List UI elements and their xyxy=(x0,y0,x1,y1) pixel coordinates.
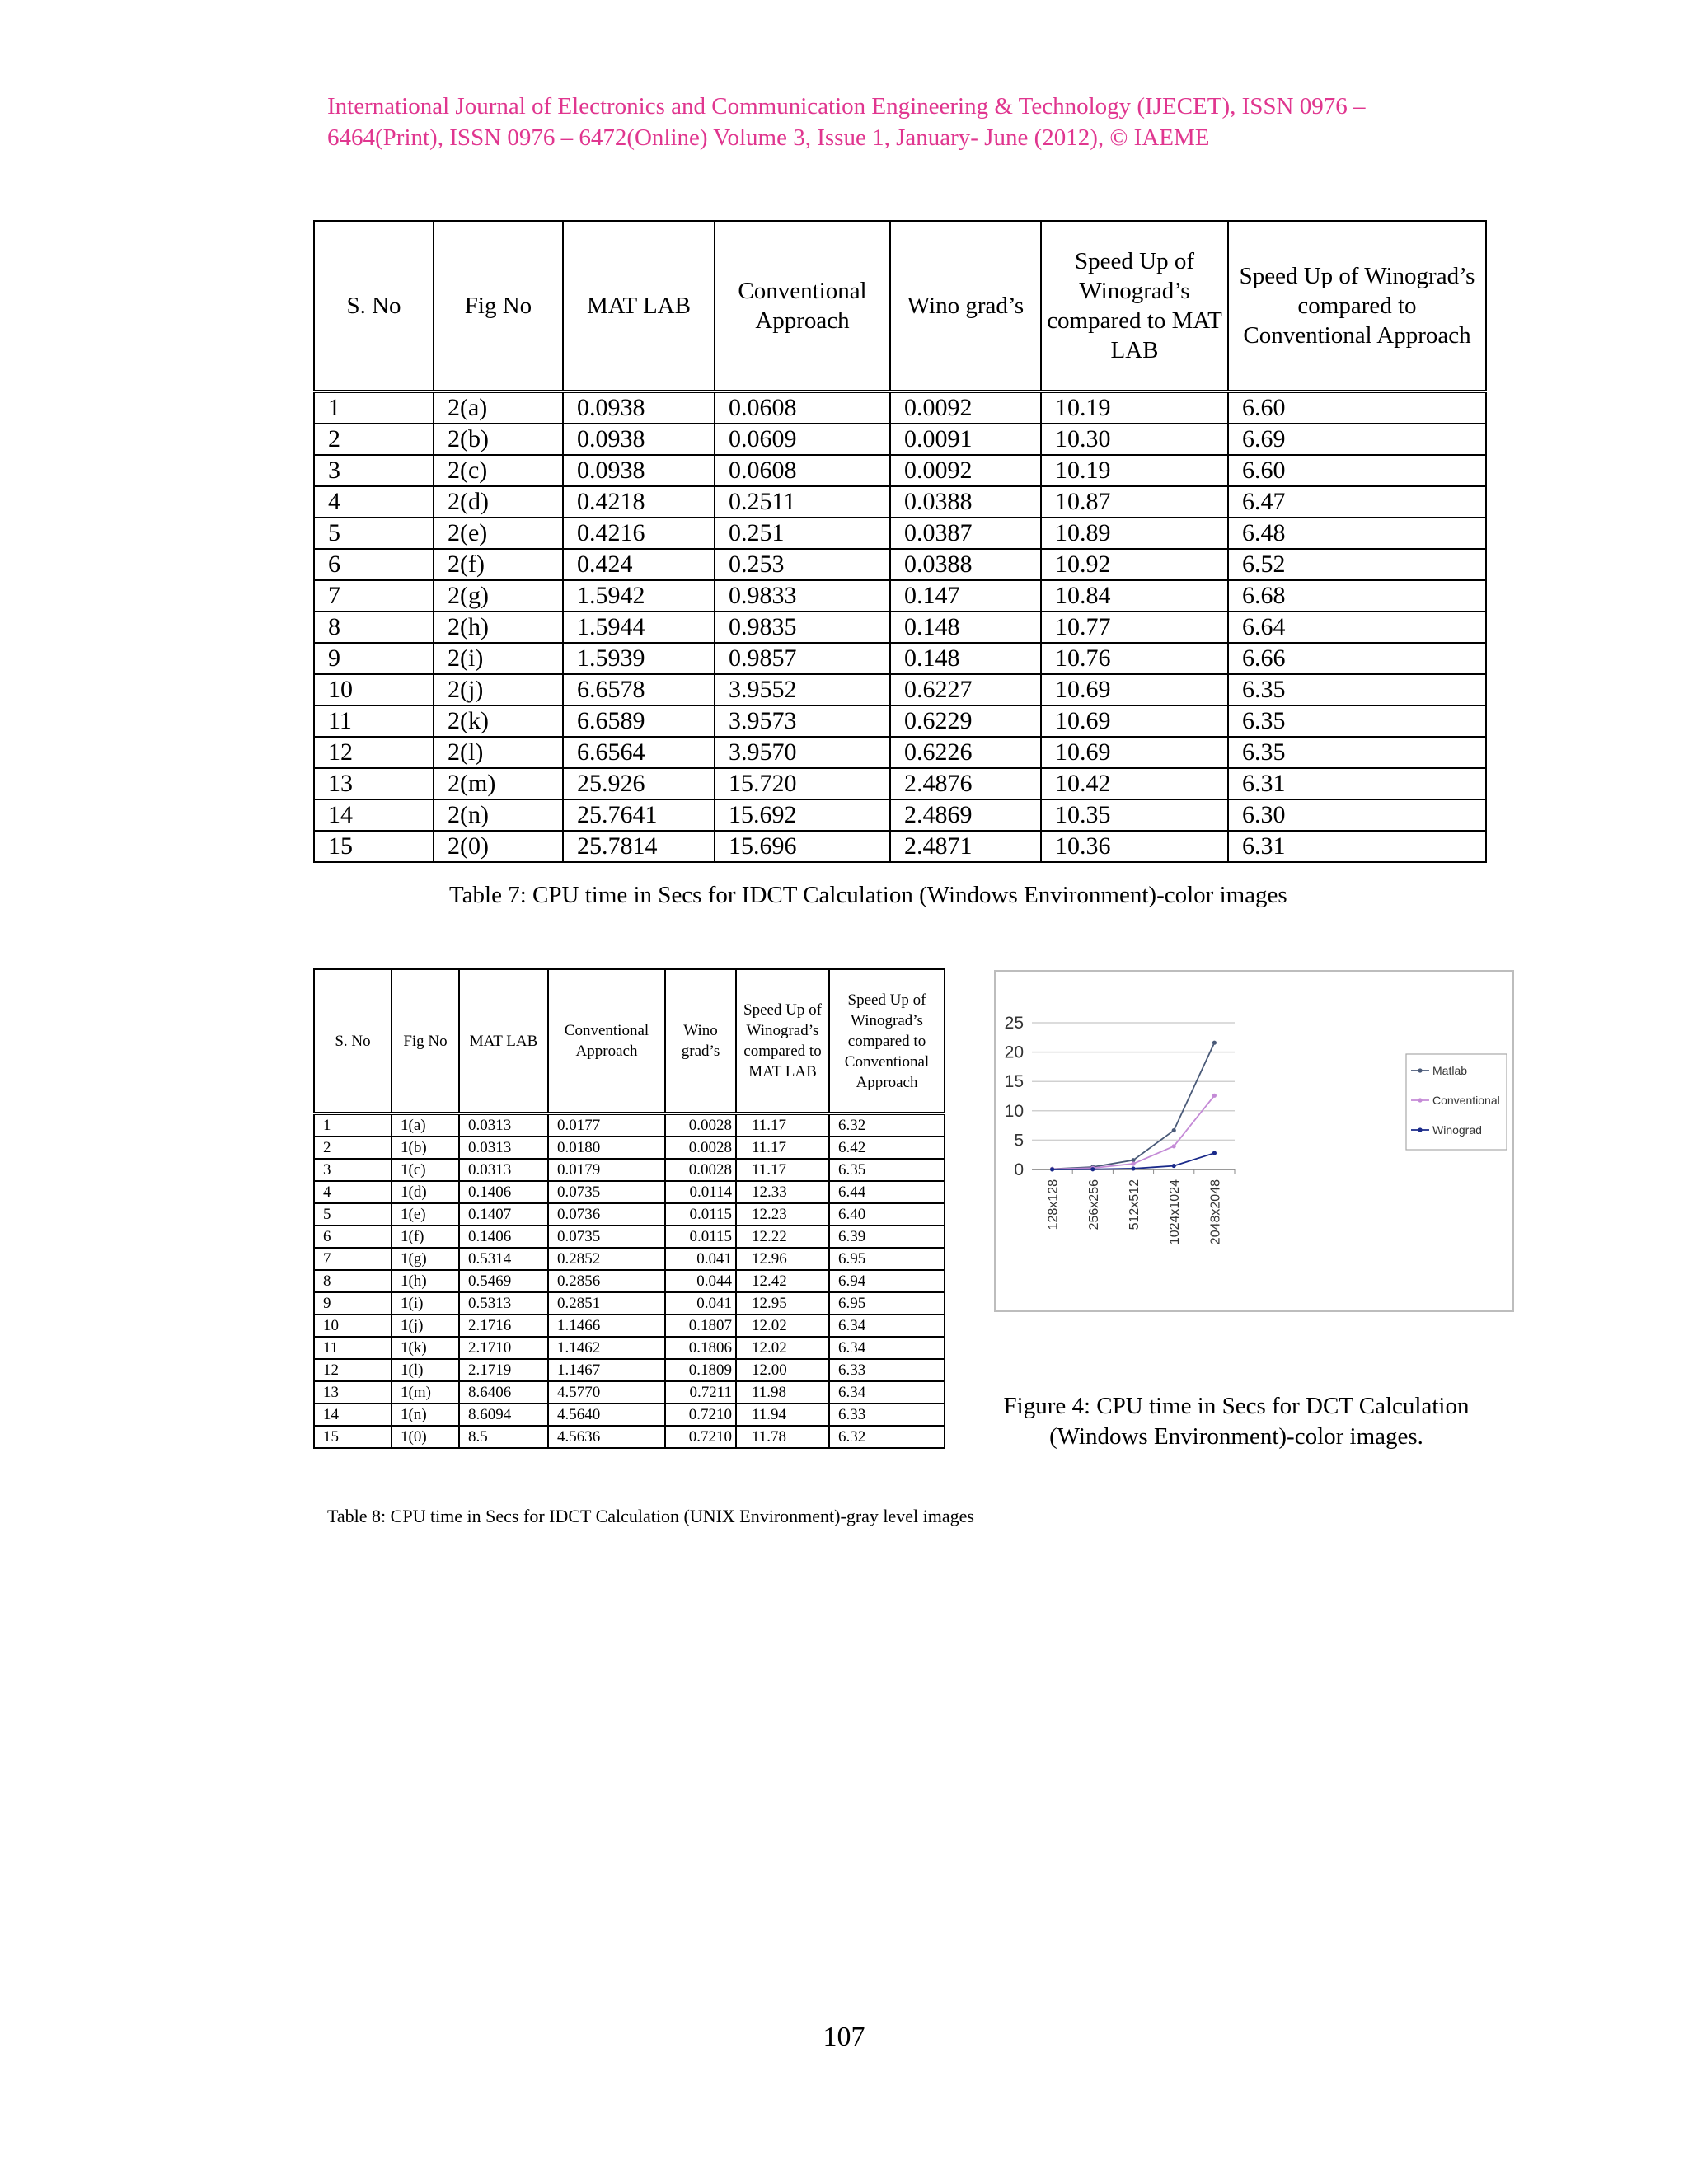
table-7-header-0: S. No xyxy=(314,221,434,391)
table-row xyxy=(314,1381,945,1404)
table-cell: 1(l) xyxy=(392,1359,459,1381)
table-cell: 8.5 xyxy=(459,1426,548,1448)
table-cell: 2 xyxy=(314,424,434,455)
table-8-header-6: Speed Up of Winograd’s compared to Conventional Approach xyxy=(829,969,945,1113)
table-cell: 0.0387 xyxy=(890,518,1041,549)
table-cell: 2(j) xyxy=(434,674,563,705)
series-line-matlab xyxy=(1053,1043,1215,1169)
table-row xyxy=(314,486,1486,518)
table-cell: 6.6564 xyxy=(563,737,715,768)
table-cell: 10 xyxy=(314,674,434,705)
legend-swatch-marker xyxy=(1418,1068,1422,1072)
table-cell: 2(l) xyxy=(434,737,563,768)
table-cell: 9 xyxy=(314,643,434,674)
table-cell: 10.84 xyxy=(1041,580,1228,612)
figure-caption-line2: (Windows Environment)-color images. xyxy=(1049,1423,1423,1450)
table-cell: 2(h) xyxy=(434,612,563,643)
table-cell: 6.31 xyxy=(1228,768,1486,799)
table-cell: 12.42 xyxy=(736,1270,829,1292)
figure-4-chart xyxy=(994,970,1514,1312)
data-point xyxy=(1212,1094,1217,1098)
table-cell: 12.33 xyxy=(736,1181,829,1203)
table-row xyxy=(314,1181,945,1203)
table-7-header-1: Fig No xyxy=(434,221,563,391)
table-cell: 25.7814 xyxy=(563,831,715,862)
table-cell: 0.0938 xyxy=(563,391,715,424)
table-cell: 13 xyxy=(314,1381,392,1404)
table-cell: 0.5314 xyxy=(459,1248,548,1270)
table-cell: 6.32 xyxy=(829,1426,945,1448)
data-point xyxy=(1131,1161,1135,1165)
table-cell: 11.17 xyxy=(736,1113,829,1137)
table-row xyxy=(314,424,1486,455)
table-cell: 0.6229 xyxy=(890,705,1041,737)
table-cell: 6.95 xyxy=(829,1292,945,1315)
table-cell: 8.6406 xyxy=(459,1381,548,1404)
y-tick-label: 25 xyxy=(1004,1014,1024,1033)
table-cell: 15 xyxy=(314,831,434,862)
table-cell: 2(i) xyxy=(434,643,563,674)
table-cell: 10.35 xyxy=(1041,799,1228,831)
table-cell: 2.4869 xyxy=(890,799,1041,831)
table-cell: 5 xyxy=(314,1203,392,1226)
table-cell: 12.02 xyxy=(736,1315,829,1337)
table-cell: 0.041 xyxy=(665,1248,736,1270)
table-cell: 6.64 xyxy=(1228,612,1486,643)
table-row xyxy=(314,1159,945,1181)
table-cell: 0.0938 xyxy=(563,455,715,486)
table-cell: 1(k) xyxy=(392,1337,459,1359)
table-8-caption: Table 8: CPU time in Secs for IDCT Calculation (UNIX Environment)-gray level images xyxy=(327,1506,974,1526)
table-cell: 0.1807 xyxy=(665,1315,736,1337)
table-row xyxy=(314,580,1486,612)
table-cell: 1(a) xyxy=(392,1113,459,1137)
table-cell: 10.92 xyxy=(1041,549,1228,580)
table-cell: 6 xyxy=(314,549,434,580)
table-7-header-4: Wino grad’s xyxy=(890,221,1041,391)
table-cell: 0.2856 xyxy=(548,1270,665,1292)
table-8-header-5: Speed Up of Winograd’s compared to MAT LAB xyxy=(736,969,829,1113)
table-cell: 1 xyxy=(314,1113,392,1137)
table-cell: 11.17 xyxy=(736,1137,829,1159)
table-cell: 12.02 xyxy=(736,1337,829,1359)
data-point xyxy=(1131,1166,1135,1170)
y-tick-label: 20 xyxy=(1004,1043,1024,1062)
data-point xyxy=(1090,1167,1095,1171)
table-cell: 2(b) xyxy=(434,424,563,455)
table-cell: 2 xyxy=(314,1137,392,1159)
table-cell: 2(a) xyxy=(434,391,563,424)
table-cell: 3.9573 xyxy=(715,705,890,737)
table-cell: 0.0180 xyxy=(548,1137,665,1159)
table-cell: 10.19 xyxy=(1041,455,1228,486)
table-row xyxy=(314,1315,945,1337)
table-cell: 10.69 xyxy=(1041,737,1228,768)
journal-header-line1: International Journal of Electronics and Communication Engineering & Technology (IJECET), ISSN 0976 – xyxy=(327,93,1366,120)
legend-label: Winograd xyxy=(1432,1123,1482,1137)
table-cell: 10.69 xyxy=(1041,674,1228,705)
table-cell: 0.0115 xyxy=(665,1203,736,1226)
table-cell: 0.4216 xyxy=(563,518,715,549)
table-cell: 10.36 xyxy=(1041,831,1228,862)
table-cell: 0.0028 xyxy=(665,1137,736,1159)
table-cell: 4 xyxy=(314,1181,392,1203)
table-cell: 4.5636 xyxy=(548,1426,665,1448)
table-cell: 6.52 xyxy=(1228,549,1486,580)
table-7-header-6: Speed Up of Winograd’s compared to Conventional Approach xyxy=(1228,221,1486,391)
table-cell: 25.926 xyxy=(563,768,715,799)
table-cell: 0.2851 xyxy=(548,1292,665,1315)
figure-caption-line1: Figure 4: CPU time in Secs for DCT Calculation xyxy=(1003,1393,1470,1419)
table-cell: 0.0091 xyxy=(890,424,1041,455)
table-row xyxy=(314,1203,945,1226)
table-cell: 0.0609 xyxy=(715,424,890,455)
table-row xyxy=(314,799,1486,831)
table-cell: 12.23 xyxy=(736,1203,829,1226)
legend-label: Matlab xyxy=(1432,1064,1468,1077)
table-cell: 9 xyxy=(314,1292,392,1315)
table-cell: 10.30 xyxy=(1041,424,1228,455)
table-cell: 8 xyxy=(314,1270,392,1292)
table-cell: 0.0177 xyxy=(548,1113,665,1137)
table-cell: 11 xyxy=(314,705,434,737)
table-cell: 10 xyxy=(314,1315,392,1337)
table-cell: 0.5313 xyxy=(459,1292,548,1315)
table-cell: 1.5942 xyxy=(563,580,715,612)
table-cell: 11 xyxy=(314,1337,392,1359)
table-cell: 1(f) xyxy=(392,1226,459,1248)
table-row xyxy=(314,1270,945,1292)
table-cell: 0.6226 xyxy=(890,737,1041,768)
table-8-header-3: Conventional Approach xyxy=(548,969,665,1113)
legend-label: Conventional xyxy=(1432,1094,1500,1107)
table-7 xyxy=(313,220,1487,863)
data-point xyxy=(1172,1144,1176,1148)
table-cell: 6.48 xyxy=(1228,518,1486,549)
table-cell: 6.69 xyxy=(1228,424,1486,455)
table-cell: 0.0114 xyxy=(665,1181,736,1203)
table-cell: 2.4876 xyxy=(890,768,1041,799)
table-cell: 1(e) xyxy=(392,1203,459,1226)
table-cell: 15.692 xyxy=(715,799,890,831)
table-cell: 1.1466 xyxy=(548,1315,665,1337)
table-cell: 2.1716 xyxy=(459,1315,548,1337)
table-cell: 10.77 xyxy=(1041,612,1228,643)
table-cell: 6.66 xyxy=(1228,643,1486,674)
table-cell: 15.696 xyxy=(715,831,890,862)
table-cell: 4.5640 xyxy=(548,1404,665,1426)
table-cell: 0.2511 xyxy=(715,486,890,518)
table-cell: 0.0313 xyxy=(459,1113,548,1137)
table-cell: 25.7641 xyxy=(563,799,715,831)
table-cell: 0.6227 xyxy=(890,674,1041,705)
table-cell: 6.60 xyxy=(1228,391,1486,424)
table-7-header-2: MAT LAB xyxy=(563,221,715,391)
table-cell: 6.95 xyxy=(829,1248,945,1270)
table-cell: 2.1710 xyxy=(459,1337,548,1359)
figure-4-caption xyxy=(956,1391,1517,1452)
table-cell: 11.78 xyxy=(736,1426,829,1448)
table-cell: 6.94 xyxy=(829,1270,945,1292)
table-cell: 2(f) xyxy=(434,549,563,580)
table-cell: 6.6589 xyxy=(563,705,715,737)
table-row xyxy=(314,549,1486,580)
table-cell: 6.30 xyxy=(1228,799,1486,831)
table-cell: 6.60 xyxy=(1228,455,1486,486)
table-cell: 0.0028 xyxy=(665,1113,736,1137)
table-cell: 0.0735 xyxy=(548,1181,665,1203)
table-cell: 0.251 xyxy=(715,518,890,549)
x-tick-label: 512x512 xyxy=(1128,1179,1142,1230)
table-cell: 1(d) xyxy=(392,1181,459,1203)
table-cell: 11.98 xyxy=(736,1381,829,1404)
table-cell: 14 xyxy=(314,1404,392,1426)
legend-swatch-marker xyxy=(1418,1098,1422,1102)
table-cell: 0.5469 xyxy=(459,1270,548,1292)
table-cell: 2(c) xyxy=(434,455,563,486)
table-cell: 0.1809 xyxy=(665,1359,736,1381)
table-cell: 1(c) xyxy=(392,1159,459,1181)
table-cell: 6.35 xyxy=(829,1159,945,1181)
table-8-header-4: Wino grad’s xyxy=(665,969,736,1113)
table-cell: 1(m) xyxy=(392,1381,459,1404)
table-cell: 0.7210 xyxy=(665,1404,736,1426)
table-cell: 6.68 xyxy=(1228,580,1486,612)
table-cell: 3 xyxy=(314,1159,392,1181)
table-cell: 2(e) xyxy=(434,518,563,549)
table-cell: 0.424 xyxy=(563,549,715,580)
table-cell: 13 xyxy=(314,768,434,799)
table-cell: 6.31 xyxy=(1228,831,1486,862)
table-7-header-3: Conventional Approach xyxy=(715,221,890,391)
table-cell: 0.9833 xyxy=(715,580,890,612)
table-cell: 0.0028 xyxy=(665,1159,736,1181)
table-8-header-row xyxy=(314,969,945,1113)
table-cell: 0.0092 xyxy=(890,391,1041,424)
data-point xyxy=(1172,1164,1176,1168)
table-cell: 2(m) xyxy=(434,768,563,799)
table-row xyxy=(314,1113,945,1137)
y-tick-label: 0 xyxy=(1014,1160,1024,1179)
table-7-header-row xyxy=(314,221,1486,391)
table-cell: 0.2852 xyxy=(548,1248,665,1270)
table-cell: 0.7211 xyxy=(665,1381,736,1404)
table-8-header-2: MAT LAB xyxy=(459,969,548,1113)
table-7-header-5: Speed Up of Winograd’s compared to MAT LAB xyxy=(1041,221,1228,391)
table-row xyxy=(314,455,1486,486)
table-cell: 0.7210 xyxy=(665,1426,736,1448)
table-cell: 6.47 xyxy=(1228,486,1486,518)
table-row xyxy=(314,643,1486,674)
table-row xyxy=(314,1226,945,1248)
data-point xyxy=(1212,1041,1217,1045)
table-row xyxy=(314,1292,945,1315)
table-cell: 6.35 xyxy=(1228,737,1486,768)
table-cell: 10.76 xyxy=(1041,643,1228,674)
table-cell: 3.9552 xyxy=(715,674,890,705)
table-cell: 2.4871 xyxy=(890,831,1041,862)
table-8 xyxy=(313,968,945,1449)
table-row xyxy=(314,768,1486,799)
table-cell: 0.0179 xyxy=(548,1159,665,1181)
table-cell: 6.40 xyxy=(829,1203,945,1226)
journal-header-line2: 6464(Print), ISSN 0976 – 6472(Online) Volume 3, Issue 1, January- June (2012), © IAEME xyxy=(327,124,1210,151)
table-cell: 1(b) xyxy=(392,1137,459,1159)
table-7-caption: Table 7: CPU time in Secs for IDCT Calculation (Windows Environment)-color images xyxy=(449,882,1287,908)
table-cell: 0.147 xyxy=(890,580,1041,612)
table-row xyxy=(314,737,1486,768)
table-cell: 10.42 xyxy=(1041,768,1228,799)
table-row xyxy=(314,391,1486,424)
table-cell: 0.9857 xyxy=(715,643,890,674)
table-row xyxy=(314,518,1486,549)
table-cell: 12.95 xyxy=(736,1292,829,1315)
data-point xyxy=(1050,1167,1054,1171)
table-8-header-1: Fig No xyxy=(392,969,459,1113)
legend-swatch-marker xyxy=(1418,1127,1422,1132)
table-cell: 0.0313 xyxy=(459,1137,548,1159)
table-cell: 15 xyxy=(314,1426,392,1448)
table-cell: 2.1719 xyxy=(459,1359,548,1381)
table-cell: 8.6094 xyxy=(459,1404,548,1426)
table-cell: 11.17 xyxy=(736,1159,829,1181)
table-cell: 6.44 xyxy=(829,1181,945,1203)
table-cell: 0.0608 xyxy=(715,391,890,424)
y-tick-label: 5 xyxy=(1014,1131,1024,1151)
table-cell: 5 xyxy=(314,518,434,549)
page-number: 107 xyxy=(823,2022,865,2052)
table-cell: 3.9570 xyxy=(715,737,890,768)
table-cell: 6.34 xyxy=(829,1381,945,1404)
table-row xyxy=(314,1359,945,1381)
table-cell: 2(0) xyxy=(434,831,563,862)
table-cell: 10.87 xyxy=(1041,486,1228,518)
table-row xyxy=(314,1337,945,1359)
table-cell: 0.0115 xyxy=(665,1226,736,1248)
table-cell: 6.42 xyxy=(829,1137,945,1159)
table-row xyxy=(314,831,1486,862)
x-tick-label: 1024x1024 xyxy=(1168,1179,1183,1245)
table-cell: 12.96 xyxy=(736,1248,829,1270)
table-cell: 0.0313 xyxy=(459,1159,548,1181)
table-cell: 0.0388 xyxy=(890,549,1041,580)
table-cell: 7 xyxy=(314,1248,392,1270)
table-cell: 12.00 xyxy=(736,1359,829,1381)
table-cell: 1 xyxy=(314,391,434,424)
table-cell: 12 xyxy=(314,1359,392,1381)
table-cell: 1.5939 xyxy=(563,643,715,674)
table-cell: 1.5944 xyxy=(563,612,715,643)
table-row xyxy=(314,612,1486,643)
table-cell: 6.39 xyxy=(829,1226,945,1248)
table-row xyxy=(314,1404,945,1426)
table-row xyxy=(314,1137,945,1159)
table-cell: 4 xyxy=(314,486,434,518)
table-cell: 0.148 xyxy=(890,612,1041,643)
data-point xyxy=(1212,1151,1217,1155)
table-cell: 1(n) xyxy=(392,1404,459,1426)
table-cell: 6.35 xyxy=(1228,674,1486,705)
table-cell: 0.0736 xyxy=(548,1203,665,1226)
table-cell: 12 xyxy=(314,737,434,768)
table-cell: 6.34 xyxy=(829,1337,945,1359)
table-cell: 0.148 xyxy=(890,643,1041,674)
table-8-body xyxy=(314,1113,945,1448)
table-cell: 1(j) xyxy=(392,1315,459,1337)
table-row xyxy=(314,1426,945,1448)
y-tick-label: 15 xyxy=(1004,1072,1024,1092)
table-cell: 0.1407 xyxy=(459,1203,548,1226)
journal-header xyxy=(327,91,1498,153)
table-row xyxy=(314,674,1486,705)
table-cell: 7 xyxy=(314,580,434,612)
x-tick-label: 256x256 xyxy=(1086,1179,1101,1230)
table-row xyxy=(314,1248,945,1270)
table-cell: 1.1462 xyxy=(548,1337,665,1359)
table-cell: 0.0608 xyxy=(715,455,890,486)
table-cell: 2(k) xyxy=(434,705,563,737)
chart-svg xyxy=(996,972,1512,1310)
table-cell: 0.041 xyxy=(665,1292,736,1315)
table-cell: 12.22 xyxy=(736,1226,829,1248)
table-cell: 14 xyxy=(314,799,434,831)
table-cell: 2(d) xyxy=(434,486,563,518)
table-cell: 6.6578 xyxy=(563,674,715,705)
table-cell: 15.720 xyxy=(715,768,890,799)
table-cell: 0.253 xyxy=(715,549,890,580)
table-cell: 0.1806 xyxy=(665,1337,736,1359)
table-cell: 0.044 xyxy=(665,1270,736,1292)
table-cell: 2(n) xyxy=(434,799,563,831)
table-row xyxy=(314,705,1486,737)
table-cell: 6.34 xyxy=(829,1315,945,1337)
x-tick-label: 2048x2048 xyxy=(1208,1179,1223,1245)
y-tick-label: 10 xyxy=(1004,1101,1024,1121)
table-cell: 8 xyxy=(314,612,434,643)
table-cell: 4.5770 xyxy=(548,1381,665,1404)
table-cell: 1(h) xyxy=(392,1270,459,1292)
table-cell: 0.0388 xyxy=(890,486,1041,518)
table-cell: 2(g) xyxy=(434,580,563,612)
table-cell: 6.35 xyxy=(1228,705,1486,737)
table-cell: 1.1467 xyxy=(548,1359,665,1381)
table-cell: 1(i) xyxy=(392,1292,459,1315)
table-cell: 0.0735 xyxy=(548,1226,665,1248)
table-cell: 1(0) xyxy=(392,1426,459,1448)
table-cell: 0.9835 xyxy=(715,612,890,643)
data-point xyxy=(1172,1128,1176,1132)
table-cell: 0.1406 xyxy=(459,1181,548,1203)
table-8-header-0: S. No xyxy=(314,969,392,1113)
table-cell: 10.89 xyxy=(1041,518,1228,549)
table-cell: 0.0092 xyxy=(890,455,1041,486)
table-cell: 0.0938 xyxy=(563,424,715,455)
table-cell: 1(g) xyxy=(392,1248,459,1270)
table-cell: 0.4218 xyxy=(563,486,715,518)
table-cell: 0.1406 xyxy=(459,1226,548,1248)
table-cell: 6 xyxy=(314,1226,392,1248)
table-cell: 6.33 xyxy=(829,1404,945,1426)
table-cell: 10.19 xyxy=(1041,391,1228,424)
table-cell: 6.33 xyxy=(829,1359,945,1381)
table-cell: 10.69 xyxy=(1041,705,1228,737)
table-cell: 11.94 xyxy=(736,1404,829,1426)
table-cell: 6.32 xyxy=(829,1113,945,1137)
x-tick-label: 128x128 xyxy=(1046,1179,1061,1230)
table-7-body xyxy=(314,391,1486,862)
table-cell: 3 xyxy=(314,455,434,486)
